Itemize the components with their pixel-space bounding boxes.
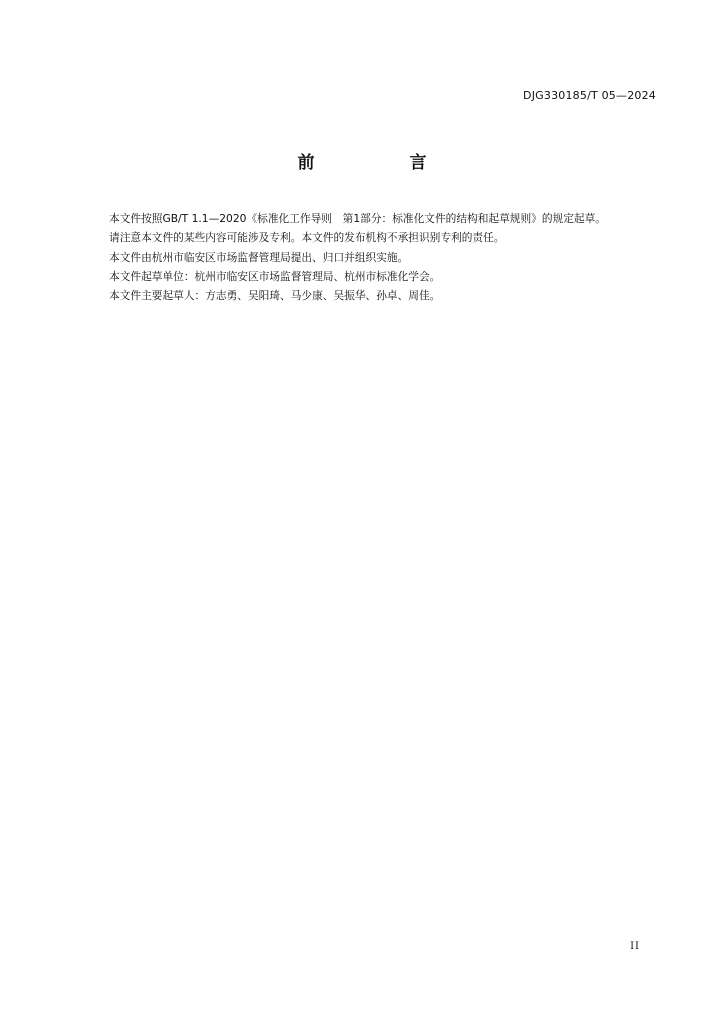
- document-code: DJG330185/T 05—2024: [523, 89, 656, 102]
- foreword-body: [88, 209, 658, 305]
- page-title: 前 言: [297, 153, 466, 173]
- paragraph-drafters: 本文件主要起草人：方志勇、吴阳琦、马少康、吴振华、孙卓、周佳。: [109, 289, 441, 303]
- paragraph-proposer: 本文件由杭州市临安区市场监督管理局提出、归口并组织实施。: [109, 250, 409, 264]
- paragraph-drafting-rules: 本文件按照GB/T 1.1—2020《标准化工作导则 第1部分：标准化文件的结构和起草规则》的规定起草。: [109, 212, 606, 225]
- paragraph-drafting-units: 本文件起草单位：杭州市临安区市场监督管理局、杭州市标准化学会。: [109, 269, 441, 283]
- page-number: II: [630, 941, 640, 952]
- paragraph-patent-notice: 请注意本文件的某些内容可能涉及专利。本文件的发布机构不承担识别专利的责任。: [109, 231, 505, 245]
